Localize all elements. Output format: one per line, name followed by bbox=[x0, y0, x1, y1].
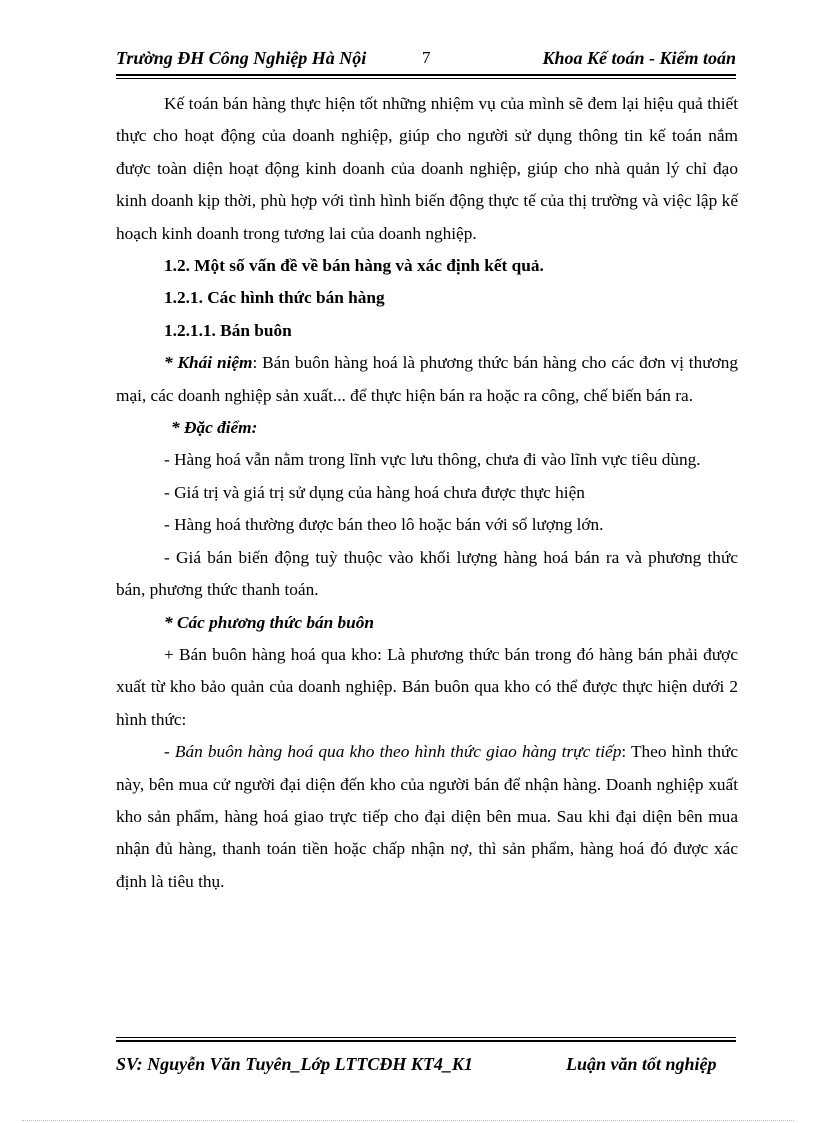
intro-paragraph: Kế toán bán hàng thực hiện tốt những nhiệm vụ của mình sẽ đem lại hiệu quả thiết thực cho hoạt động của doanh nghiệp, giúp cho người sử dụng thông tin kế toán nắm được toàn diện hoạt động kinh doanh của doanh nghiệp, giúp cho nhà quản lý chỉ đạo kinh doanh kịp thời, phù hợp với tình hình biến động thực tế của thị trường và việc lập kế hoạch kinh doanh trong tương lai của doanh nghiệp. bbox=[116, 94, 738, 243]
footer-divider bbox=[116, 1037, 736, 1042]
feature-item: - Giá trị và giá trị sử dụng của hàng hoá chưa được thực hiện bbox=[164, 482, 585, 502]
methods-label: * Các phương thức bán buôn bbox=[164, 612, 375, 632]
header-divider bbox=[116, 74, 736, 79]
page-edge bbox=[22, 1120, 794, 1121]
concept-label: * Khái niệm bbox=[164, 353, 253, 373]
feature-item: - Giá bán biến động tuỳ thuộc vào khối lượng hàng hoá bán ra và phương thức bán, phương thức thanh toán. bbox=[116, 547, 738, 600]
sub-method-paragraph bbox=[116, 736, 738, 898]
footer-student: SV: Nguyễn Văn Tuyên_Lớp LTTCĐH KT4_K1 bbox=[116, 1054, 473, 1074]
footer-thesis: Luận văn tốt nghiệp bbox=[566, 1054, 717, 1074]
sub-method-prefix: - bbox=[164, 742, 175, 762]
page-number: 7 bbox=[422, 48, 431, 67]
method-paragraph: + Bán buôn hàng hoá qua kho: Là phương thức bán trong đó hàng bán phải được xuất từ kho bảo quản của doanh nghiệp. Bán buôn qua kho có thể được thực hiện dưới 2 hình thức: bbox=[116, 644, 738, 729]
section-heading-1-2: 1.2. Một số vấn đề về bán hàng và xác định kết quả. bbox=[164, 256, 544, 276]
concept-text: : Bán buôn hàng hoá là phương thức bán hàng cho các đơn vị thương mại, các doanh nghiệp sản xuất... để thực hiện bán ra hoặc ra công, chế biến bán ra. bbox=[116, 353, 738, 405]
sub-method-text: : Theo hình thức này, bên mua cử người đại diện đến kho của người bán để nhận hàng. Doanh nghiệp xuất kho sản phẩm, hàng hoá giao trực tiếp cho đại diện bên mua. Sau khi đại diện bên mua nhận đủ hàng, thanh toán tiền hoặc chấp nhận nợ, thì sản phẩm, hàng hoá đó được xác định là tiêu thụ. bbox=[116, 742, 738, 891]
concept-paragraph bbox=[116, 347, 738, 412]
section-heading-1-2-1: 1.2.1. Các hình thức bán hàng bbox=[164, 288, 385, 308]
feature-item: - Hàng hoá thường được bán theo lô hoặc bán với số lượng lớn. bbox=[164, 515, 604, 535]
header-department: Khoa Kế toán - Kiểm toán bbox=[542, 48, 736, 68]
page-footer bbox=[116, 1054, 736, 1078]
feature-item: - Hàng hoá vẫn nằm trong lĩnh vực lưu thông, chưa đi vào lĩnh vực tiêu dùng. bbox=[164, 450, 701, 470]
page-header bbox=[116, 48, 736, 72]
sub-method-label: Bán buôn hàng hoá qua kho theo hình thức giao hàng trực tiếp bbox=[174, 742, 622, 762]
page-body bbox=[116, 88, 738, 898]
features-label: * Đặc điểm: bbox=[171, 418, 258, 438]
header-school: Trường ĐH Công Nghiệp Hà Nội bbox=[116, 48, 367, 68]
section-heading-1-2-1-1: 1.2.1.1. Bán buôn bbox=[164, 320, 292, 340]
